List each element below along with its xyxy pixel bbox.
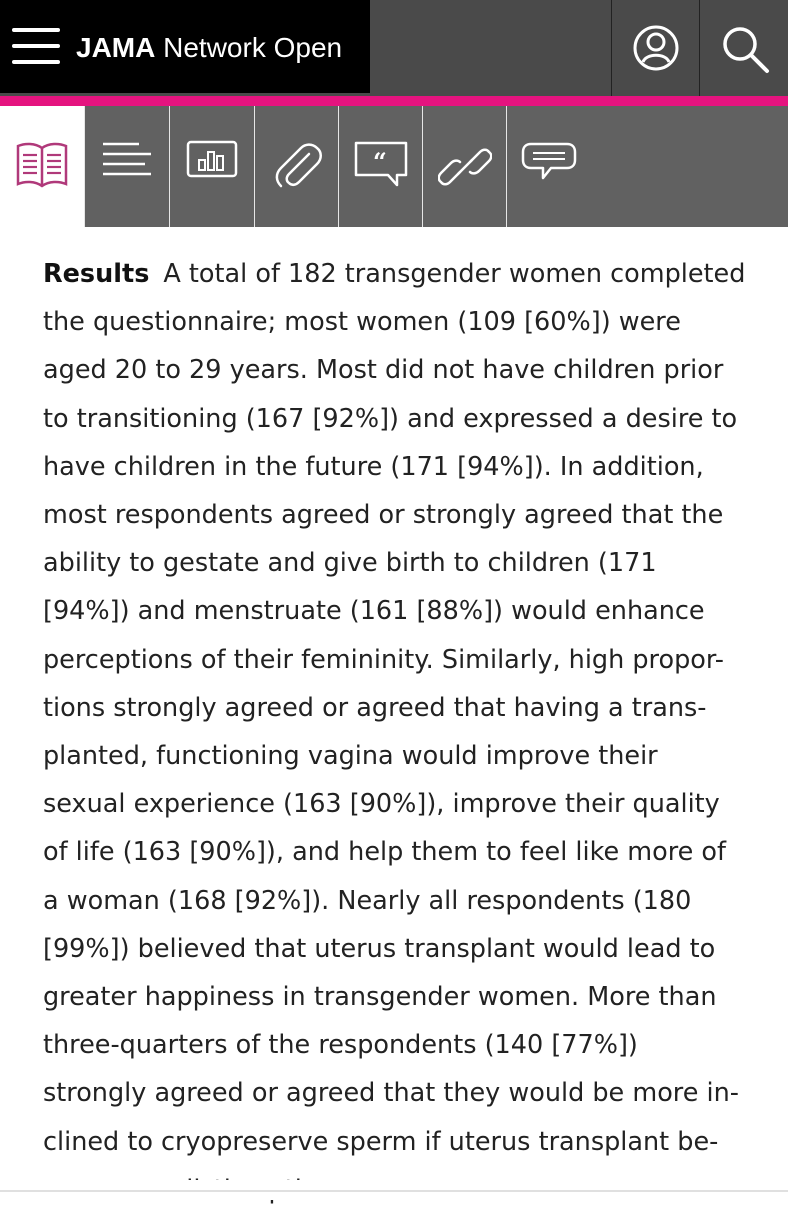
top-bar bbox=[0, 0, 788, 96]
tab-cite[interactable] bbox=[339, 106, 423, 227]
article-text-line bbox=[43, 539, 763, 587]
tab-article[interactable] bbox=[0, 106, 85, 227]
tab-comments[interactable] bbox=[507, 106, 591, 227]
tab-share-link[interactable] bbox=[423, 106, 507, 227]
outline-list-icon bbox=[101, 140, 153, 180]
attachment-paperclip-icon bbox=[271, 140, 323, 192]
tab-bar-filler bbox=[590, 106, 788, 227]
line-text: [99%]) believed that uterus transplant would lead to bbox=[43, 933, 716, 964]
article-text-line bbox=[43, 250, 763, 298]
article-text-line bbox=[43, 1069, 763, 1117]
line-text: most respondents agreed or strongly agreed that the bbox=[43, 500, 724, 531]
article-text-line bbox=[43, 443, 763, 491]
article-text-line bbox=[43, 1021, 763, 1069]
article-book-icon bbox=[15, 140, 69, 188]
site-logo[interactable] bbox=[76, 30, 342, 66]
article-text-line bbox=[43, 684, 763, 732]
article-text-line bbox=[43, 346, 763, 394]
line-text: three-quarters of the respondents (140 [77%]) bbox=[43, 1030, 638, 1061]
article-text-line bbox=[43, 395, 763, 443]
menu-icon[interactable] bbox=[12, 26, 60, 66]
figures-chart-icon bbox=[186, 140, 238, 180]
line-text: of life (163 [90%]), and help them to feel like more of bbox=[43, 837, 726, 868]
article-text-line bbox=[43, 298, 763, 346]
line-text: clined to cryopreserve sperm if uterus transplant be- bbox=[43, 1126, 719, 1157]
line-text: have children in the future (171 [94%]). In addition, bbox=[43, 451, 704, 482]
tab-figures[interactable] bbox=[170, 106, 255, 227]
tab-outline[interactable] bbox=[85, 106, 170, 227]
article-abstract-results bbox=[43, 250, 763, 1214]
line-text: A total of 182 transgender women completed bbox=[163, 259, 746, 289]
article-text-line bbox=[43, 636, 763, 684]
bottom-divider bbox=[0, 1190, 788, 1192]
article-text-line bbox=[43, 587, 763, 635]
line-text: tions strongly agreed or agreed that having a trans- bbox=[43, 692, 707, 723]
article-tool-tabs bbox=[0, 106, 788, 227]
article-text-line bbox=[43, 973, 763, 1021]
line-text: to transitioning (167 [92%]) and expressed a desire to bbox=[43, 403, 738, 434]
line-text: perceptions of their femininity. Similarly, high propor- bbox=[43, 644, 724, 675]
brand-rest: Network Open bbox=[155, 32, 343, 63]
line-text: ability to gestate and give birth to children (171 bbox=[43, 548, 657, 579]
section-heading: Results bbox=[43, 259, 150, 289]
line-text: a woman (168 [92%]). Nearly all respondents (180 bbox=[43, 885, 692, 916]
account-icon bbox=[632, 24, 680, 72]
line-text: planted, functioning vagina would improve their bbox=[43, 741, 658, 772]
article-text-line bbox=[43, 491, 763, 539]
accent-divider bbox=[0, 96, 788, 106]
line-text: greater happiness in transgender women. More than bbox=[43, 982, 717, 1013]
account-button[interactable] bbox=[611, 0, 700, 96]
article-text-line bbox=[43, 732, 763, 780]
line-text: aged 20 to 29 years. Most did not have children prior bbox=[43, 355, 724, 386]
brand-block bbox=[0, 0, 370, 93]
brand-bold: JAMA bbox=[76, 32, 156, 63]
comments-icon bbox=[521, 140, 577, 188]
svg-text:“: “ bbox=[372, 147, 387, 176]
search-button[interactable] bbox=[699, 0, 788, 96]
article-text-line bbox=[43, 1118, 763, 1166]
article-text-line bbox=[43, 780, 763, 828]
share-link-icon bbox=[438, 140, 492, 194]
line-text: strongly agreed or agreed that they would be more in- bbox=[43, 1078, 739, 1109]
line-text: [94%]) and menstruate (161 [88%]) would enhance bbox=[43, 596, 705, 627]
search-icon bbox=[720, 24, 770, 74]
line-text: sexual experience (163 [90%]), improve their quality bbox=[43, 789, 720, 820]
article-text-line bbox=[43, 925, 763, 973]
cite-quote-icon bbox=[353, 140, 409, 188]
article-text-line bbox=[43, 828, 763, 876]
tab-attachments[interactable] bbox=[255, 106, 339, 227]
line-text: the questionnaire; most women (109 [60%]) were bbox=[43, 307, 681, 338]
article-text-line bbox=[43, 877, 763, 925]
